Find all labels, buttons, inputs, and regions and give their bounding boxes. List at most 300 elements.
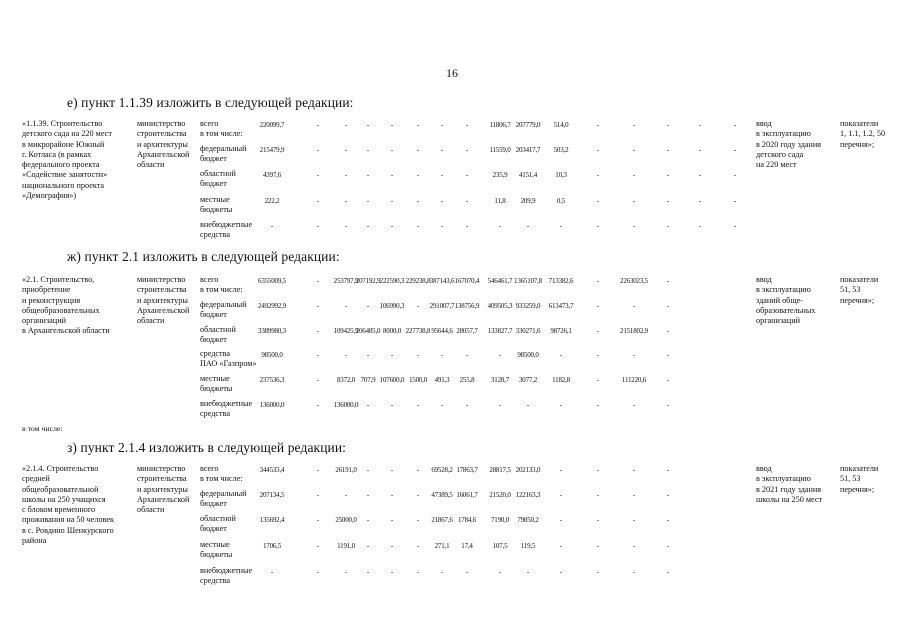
- amount-cell: 253797,9: [333, 277, 359, 285]
- amount-cell: -: [416, 171, 420, 179]
- amount-cell: 222590,3: [379, 277, 405, 285]
- funding-row: [0, 195, 905, 217]
- text-line: внебюджетные: [200, 220, 253, 229]
- text-line: с блоком временного: [22, 505, 96, 515]
- amount-cell: 111220,6: [621, 376, 647, 384]
- amount-cell: -: [416, 466, 420, 474]
- amount-cell: -: [526, 568, 530, 576]
- funding-source-label: [200, 399, 262, 420]
- amount-cell: 26191,0: [335, 466, 357, 474]
- amount-cell: -: [733, 146, 737, 154]
- text-line: в с. Ровдино Шенкурского: [22, 525, 114, 535]
- amount-cell: 17863,7: [456, 466, 478, 474]
- amount-cell: 95644,6: [431, 327, 453, 335]
- text-line: школы на 250 учащихся: [22, 494, 106, 504]
- amount-cell: 107600,0: [379, 376, 405, 384]
- funding-source-label: [200, 325, 262, 346]
- amount-cell: -: [666, 376, 670, 384]
- amount-cell: 229238,8: [405, 277, 431, 285]
- amount-cell: 8372,0: [336, 376, 356, 384]
- amount-cell: -: [440, 171, 444, 179]
- funding-row: [0, 374, 905, 396]
- funding-row: [0, 566, 905, 588]
- funding-row: [0, 349, 905, 371]
- funding-source-label: [200, 220, 262, 241]
- amount-cell: -: [559, 542, 563, 550]
- amount-cell: -: [316, 466, 320, 474]
- funding-source-label: [200, 464, 262, 485]
- amount-cell: 11806,7: [489, 121, 511, 129]
- amount-cell: -: [316, 351, 320, 359]
- amount-cell: -: [559, 222, 563, 230]
- text-line: и архитектуры: [137, 484, 188, 494]
- text-line: перечня»;: [840, 295, 875, 305]
- amount-cell: -: [390, 197, 394, 205]
- amount-cell: 215479,9: [259, 146, 285, 154]
- amount-cell: -: [733, 121, 737, 129]
- amount-cell: -: [596, 401, 600, 409]
- target-indicators: [840, 275, 878, 306]
- amount-cell: -: [366, 222, 370, 230]
- amount-cell: -: [465, 401, 469, 409]
- amount-cell: -: [390, 171, 394, 179]
- amount-cell: 503,2: [553, 146, 569, 154]
- amount-cell: 237536,3: [259, 376, 285, 384]
- amount-cell: -: [498, 222, 502, 230]
- section-heading: з) пункт 2.1.4 изложить в следующей редакции:: [67, 440, 347, 455]
- amount-cell: -: [465, 146, 469, 154]
- text-line: местные: [200, 374, 230, 383]
- amount-cell: 138756,9: [454, 302, 480, 310]
- amount-cell: -: [596, 302, 600, 310]
- amount-cell: 8000,0: [382, 327, 402, 335]
- amount-cell: 3128,7: [490, 376, 510, 384]
- amount-cell: 25000,0: [335, 516, 357, 524]
- text-line: показатели: [840, 119, 879, 128]
- amount-cell: -: [666, 222, 670, 230]
- amount-cell: -: [390, 466, 394, 474]
- amount-cell: -: [366, 491, 370, 499]
- text-line: федеральный: [200, 144, 247, 153]
- amount-cell: -: [316, 121, 320, 129]
- amount-cell: -: [666, 491, 670, 499]
- amount-cell: 107,5: [492, 542, 508, 550]
- funding-source-label: [200, 566, 262, 587]
- expected-result: [756, 464, 822, 505]
- amount-cell: 220099,7: [259, 121, 285, 129]
- amount-cell: 235,9: [492, 171, 508, 179]
- funding-source-label: [200, 169, 262, 190]
- amount-cell: -: [344, 197, 348, 205]
- amount-cell: 11,8: [494, 197, 506, 205]
- amount-cell: -: [465, 222, 469, 230]
- amount-cell: -: [526, 222, 530, 230]
- amount-cell: -: [390, 542, 394, 550]
- amount-cell: 1784,6: [457, 516, 477, 524]
- amount-cell: -: [465, 197, 469, 205]
- amount-cell: -: [596, 376, 600, 384]
- amount-cell: 707,9: [360, 376, 376, 384]
- amount-cell: -: [416, 121, 420, 129]
- amount-cell: 1500,0: [408, 376, 428, 384]
- amount-cell: -: [559, 516, 563, 524]
- text-line: проживания на 50 человек: [22, 515, 115, 525]
- text-line: бюджеты: [200, 550, 233, 560]
- amount-cell: 222,2: [264, 197, 280, 205]
- text-line: средней: [22, 474, 50, 484]
- funding-source-label: [200, 349, 262, 370]
- amount-cell: -: [366, 542, 370, 550]
- text-line: «1.1.39. Строительство: [22, 119, 103, 128]
- amount-cell: -: [666, 146, 670, 154]
- amount-cell: 133827,7: [487, 327, 513, 335]
- amount-cell: -: [316, 197, 320, 205]
- amount-cell: 21520,0: [489, 491, 511, 499]
- amount-cell: 167070,4: [454, 277, 480, 285]
- text-line: 51, 53: [840, 285, 861, 295]
- text-line: перечня»;: [840, 484, 875, 494]
- amount-cell: -: [366, 351, 370, 359]
- text-line: и архитектуры: [137, 139, 188, 149]
- amount-cell: 207192,9: [355, 277, 381, 285]
- text-line: области: [137, 316, 165, 326]
- text-line: в том числе:: [200, 129, 243, 139]
- amount-cell: -: [596, 146, 600, 154]
- text-line: федерального проекта: [22, 160, 100, 170]
- text-line: местные: [200, 540, 230, 549]
- amount-cell: -: [366, 197, 370, 205]
- amount-cell: -: [440, 146, 444, 154]
- amount-cell: 202133,0: [515, 466, 541, 474]
- text-line: Архангельской: [137, 149, 190, 159]
- text-line: средства: [200, 409, 231, 419]
- amount-cell: -: [596, 121, 600, 129]
- amount-cell: 713382,6: [548, 277, 574, 285]
- amount-cell: -: [632, 491, 636, 499]
- amount-cell: 16061,7: [456, 491, 478, 499]
- amount-cell: -: [366, 516, 370, 524]
- amount-cell: -: [416, 516, 420, 524]
- text-line: в Архангельской области: [22, 326, 110, 336]
- text-line: средства: [200, 576, 231, 586]
- amount-cell: -: [498, 568, 502, 576]
- amount-cell: -: [316, 277, 320, 285]
- amount-cell: 21867,6: [431, 516, 453, 524]
- amount-cell: 79850,2: [517, 516, 539, 524]
- amount-cell: -: [366, 121, 370, 129]
- text-line: в том числе:: [200, 285, 243, 295]
- amount-cell: 3389980,3: [258, 327, 286, 335]
- amount-cell: 2263023,5: [620, 277, 648, 285]
- text-line: бюджет: [200, 524, 227, 534]
- amount-cell: -: [666, 327, 670, 335]
- amount-cell: -: [632, 302, 636, 310]
- amount-cell: -: [416, 401, 420, 409]
- amount-cell: -: [666, 302, 670, 310]
- text-line: на 220 мест: [756, 160, 797, 170]
- amount-cell: 271,1: [434, 542, 450, 550]
- amount-cell: -: [366, 568, 370, 576]
- subtotal-note: в том числе:: [22, 424, 63, 433]
- amount-cell: 1365107,8: [514, 277, 542, 285]
- funding-row: [0, 325, 905, 347]
- amount-cell: 546461,7: [487, 277, 513, 285]
- amount-cell: 330271,6: [515, 327, 541, 335]
- amount-cell: -: [344, 171, 348, 179]
- amount-cell: -: [632, 222, 636, 230]
- amount-cell: -: [366, 466, 370, 474]
- amount-cell: -: [632, 351, 636, 359]
- text-line: и реконструкция: [22, 295, 81, 305]
- amount-cell: -: [596, 222, 600, 230]
- amount-cell: 98500,0: [517, 351, 539, 359]
- text-line: министерство: [137, 464, 186, 473]
- amount-cell: -: [698, 222, 702, 230]
- amount-cell: -: [632, 568, 636, 576]
- amount-cell: 136000,0: [333, 401, 359, 409]
- amount-cell: 98726,1: [550, 327, 572, 335]
- expected-result: [756, 275, 815, 326]
- funding-source-label: [200, 540, 262, 561]
- amount-cell: -: [666, 516, 670, 524]
- text-line: в эксплуатацию: [756, 129, 811, 139]
- text-line: 51, 53: [840, 474, 861, 484]
- text-line: областной: [200, 514, 236, 523]
- amount-cell: 3077,2: [518, 376, 538, 384]
- text-line: в эксплуатацию: [756, 474, 811, 484]
- amount-cell: 0,5: [556, 197, 566, 205]
- amount-cell: 135692,4: [259, 516, 285, 524]
- amount-cell: -: [632, 516, 636, 524]
- amount-cell: -: [366, 146, 370, 154]
- amount-cell: 255,8: [459, 376, 475, 384]
- text-line: в том числе:: [200, 474, 243, 484]
- funding-source-label: [200, 119, 262, 140]
- amount-cell: 4397,6: [262, 171, 282, 179]
- amount-cell: -: [416, 351, 420, 359]
- amount-cell: -: [632, 466, 636, 474]
- text-line: области: [137, 160, 165, 170]
- amount-cell: -: [632, 401, 636, 409]
- text-line: школы на 250 мест: [756, 494, 823, 504]
- amount-cell: 491,3: [434, 376, 450, 384]
- text-line: бюджет: [200, 179, 227, 189]
- text-line: строительства: [137, 474, 187, 484]
- amount-cell: 106990,3: [379, 302, 405, 310]
- amount-cell: -: [666, 401, 670, 409]
- amount-cell: 109425,9: [333, 327, 359, 335]
- amount-cell: -: [316, 302, 320, 310]
- text-line: детского сада: [756, 149, 804, 159]
- amount-cell: 47389,5: [431, 491, 453, 499]
- amount-cell: 122163,3: [515, 491, 541, 499]
- text-line: Архангельской: [137, 305, 190, 315]
- amount-cell: -: [416, 197, 420, 205]
- amount-cell: -: [559, 466, 563, 474]
- page-number: 16: [446, 66, 458, 80]
- amount-cell: -: [366, 171, 370, 179]
- amount-cell: -: [366, 401, 370, 409]
- text-line: национального проекта: [22, 180, 105, 190]
- funding-source-label: [200, 374, 262, 395]
- amount-cell: -: [440, 568, 444, 576]
- amount-cell: 4151,4: [518, 171, 538, 179]
- text-line: показатели: [840, 275, 879, 284]
- amount-cell: -: [390, 401, 394, 409]
- text-line: областной: [200, 325, 236, 334]
- amount-cell: 1182,8: [552, 376, 570, 384]
- text-line: бюджет: [200, 499, 227, 509]
- text-line: всего: [200, 464, 219, 473]
- funding-row: [0, 169, 905, 191]
- amount-cell: 207134,5: [259, 491, 285, 499]
- text-line: всего: [200, 275, 219, 284]
- text-line: детского сада на 220 мест: [22, 129, 112, 139]
- amount-cell: -: [316, 401, 320, 409]
- amount-cell: -: [390, 146, 394, 154]
- amount-cell: -: [344, 222, 348, 230]
- text-line: ввод: [756, 119, 772, 128]
- text-line: внебюджетные: [200, 399, 253, 408]
- amount-cell: 387143,6: [429, 277, 455, 285]
- text-line: в эксплуатацию: [756, 285, 811, 295]
- amount-cell: 2492992,9: [258, 302, 286, 310]
- amount-cell: -: [733, 171, 737, 179]
- amount-cell: -: [559, 401, 563, 409]
- amount-cell: -: [596, 466, 600, 474]
- amount-cell: -: [390, 516, 394, 524]
- funding-source-label: [200, 489, 262, 510]
- text-line: Архангельской: [137, 494, 190, 504]
- funding-source-label: [200, 144, 262, 165]
- text-line: бюджет: [200, 154, 227, 164]
- amount-cell: 11559,0: [489, 146, 511, 154]
- amount-cell: -: [559, 491, 563, 499]
- text-line: всего: [200, 119, 219, 128]
- text-line: «2.1. Строительство,: [22, 275, 95, 284]
- amount-cell: -: [596, 327, 600, 335]
- text-line: организаций: [22, 316, 66, 326]
- amount-cell: -: [698, 197, 702, 205]
- funding-row: [0, 399, 905, 421]
- amount-cell: 409505,3: [487, 302, 513, 310]
- amount-cell: -: [440, 222, 444, 230]
- amount-cell: -: [316, 491, 320, 499]
- amount-cell: -: [559, 351, 563, 359]
- amount-cell: -: [596, 351, 600, 359]
- text-line: средства: [200, 230, 231, 240]
- amount-cell: -: [390, 568, 394, 576]
- text-line: строительства: [137, 285, 187, 295]
- amount-cell: 203417,7: [515, 146, 541, 154]
- funding-row: [0, 514, 905, 536]
- amount-cell: 291007,7: [429, 302, 455, 310]
- text-line: показатели: [840, 464, 879, 473]
- amount-cell: -: [390, 351, 394, 359]
- text-line: в 2020 году здания: [756, 139, 822, 149]
- funding-row: [0, 540, 905, 562]
- amount-cell: -: [526, 401, 530, 409]
- amount-cell: 206485,0: [355, 327, 381, 335]
- amount-cell: -: [465, 171, 469, 179]
- amount-cell: 28817,5: [489, 466, 511, 474]
- amount-cell: -: [465, 121, 469, 129]
- text-line: ввод: [756, 275, 772, 284]
- amount-cell: -: [733, 222, 737, 230]
- amount-cell: -: [596, 491, 600, 499]
- text-line: бюджет: [200, 335, 227, 345]
- amount-cell: 514,0: [553, 121, 569, 129]
- amount-cell: 69528,2: [431, 466, 453, 474]
- amount-cell: -: [416, 222, 420, 230]
- target-indicators: [840, 464, 878, 495]
- amount-cell: -: [632, 197, 636, 205]
- amount-cell: -: [596, 516, 600, 524]
- amount-cell: -: [596, 568, 600, 576]
- text-line: г. Котласа (в рамках: [22, 149, 92, 159]
- amount-cell: -: [344, 302, 348, 310]
- amount-cell: -: [666, 568, 670, 576]
- text-line: министерство: [137, 119, 186, 128]
- text-line: строительства: [137, 129, 187, 139]
- amount-cell: -: [596, 542, 600, 550]
- amount-cell: -: [390, 491, 394, 499]
- amount-cell: -: [596, 277, 600, 285]
- funding-source-label: [200, 300, 262, 321]
- amount-cell: -: [344, 351, 348, 359]
- amount-cell: -: [666, 466, 670, 474]
- text-line: ПАО «Газпром»: [200, 359, 257, 369]
- text-line: средства: [200, 349, 231, 358]
- amount-cell: 1191,0: [337, 542, 355, 550]
- text-line: местные: [200, 195, 230, 204]
- amount-cell: -: [666, 171, 670, 179]
- text-line: бюджет: [200, 310, 227, 320]
- amount-cell: -: [270, 222, 274, 230]
- amount-cell: -: [440, 121, 444, 129]
- text-line: района: [22, 536, 47, 546]
- amount-cell: -: [344, 568, 348, 576]
- amount-cell: -: [666, 121, 670, 129]
- text-line: в микрорайоне Южный: [22, 139, 105, 149]
- amount-cell: -: [698, 121, 702, 129]
- amount-cell: -: [632, 542, 636, 550]
- text-line: области: [137, 505, 165, 515]
- amount-cell: 6355009,5: [258, 277, 286, 285]
- amount-cell: 98500,0: [261, 351, 283, 359]
- amount-cell: -: [596, 171, 600, 179]
- amount-cell: -: [596, 197, 600, 205]
- amount-cell: 2151802,9: [620, 327, 648, 335]
- amount-cell: 1706,5: [262, 542, 282, 550]
- amount-cell: -: [698, 146, 702, 154]
- amount-cell: 933259,0: [515, 302, 541, 310]
- amount-cell: -: [632, 121, 636, 129]
- amount-cell: -: [666, 197, 670, 205]
- text-line: приобретение: [22, 285, 71, 295]
- text-line: образовательных: [756, 305, 816, 315]
- section-heading: ж) пункт 2.1 изложить в следующей редакции:: [67, 249, 340, 264]
- amount-cell: -: [390, 121, 394, 129]
- amount-cell: -: [416, 146, 420, 154]
- section-heading: е) пункт 1.1.39 изложить в следующей редакции:: [67, 95, 354, 110]
- text-line: общеобразовательной: [22, 484, 99, 494]
- amount-cell: -: [666, 277, 670, 285]
- amount-cell: 227738,8: [405, 327, 431, 335]
- amount-cell: 613473,7: [548, 302, 574, 310]
- amount-cell: -: [390, 222, 394, 230]
- amount-cell: -: [440, 401, 444, 409]
